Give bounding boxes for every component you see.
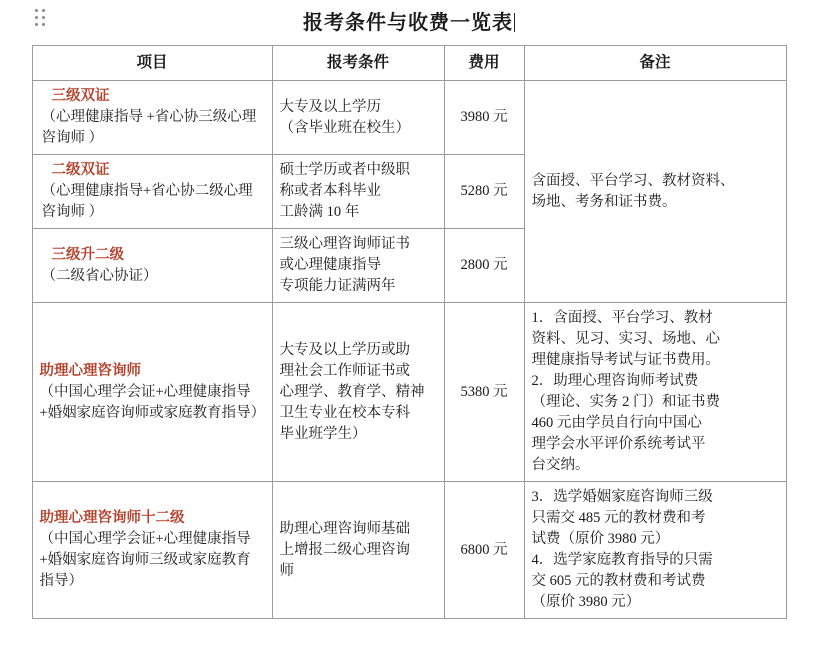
condition-line: 三级心理咨询师证书 [279,236,410,253]
cell-fee: 6800 元 [444,482,524,619]
cell-fee: 5380 元 [444,303,524,482]
cell-remark [524,303,786,482]
remark-line: 场地、考务和证书费。 [531,193,677,210]
condition-line: 或心理健康指导 [279,257,381,274]
table-row [32,482,786,619]
table-header-row [32,46,786,81]
condition-line: 专项能力证满两年 [279,278,396,295]
column-header-condition: 报考条件 [272,46,444,81]
item-sub: （二级省心协证） [41,267,158,284]
cell-item [32,303,272,482]
cell-remark [524,482,786,619]
drag-dot [42,23,45,26]
remark-line: 台交纳。 [531,457,590,474]
drag-dot [42,9,45,12]
condition-line: 卫生专业在校本专科 [279,404,410,421]
remark-line: 试费（原价 3980 元） [531,531,670,548]
condition-line: 大专及以上学历或助 [279,341,410,358]
column-header-item: 项目 [32,46,272,81]
condition-line: 硕士学历或者中级职 [279,162,410,179]
cell-remark-merged [524,81,786,303]
cell-condition [272,155,444,229]
item-sub: （中国心理学会证+心理健康指导+婚姻家庭咨询师或家庭教育指导） [39,383,266,421]
drag-dot [42,16,45,19]
cell-item [32,482,272,619]
remark-line: 460 元由学员自行向中国心 [531,415,702,432]
table-row [32,303,786,482]
condition-line: 理社会工作师证书或 [279,362,410,379]
item-name: 三级双证 [51,88,110,104]
cell-fee: 2800 元 [444,229,524,303]
condition-line: 心理学、教育学、精神 [279,383,425,400]
table-row [32,81,786,155]
remark-line: 交 605 元的教材费和考试费 [531,573,706,590]
drag-dot [35,23,38,26]
page-title [0,0,818,39]
condition-line: 大专及以上学历 [279,98,381,115]
item-name: 二级双证 [51,162,110,179]
drag-dot [35,16,38,19]
remark-line: 4．选学家庭教育指导的只需 [531,552,713,569]
remark-line: 理学会水平评价系统考试平 [531,436,706,453]
cell-item [32,81,272,155]
item-name: 助理心理咨询师 [39,362,141,379]
item-name: 三级升二级 [51,246,124,263]
cell-condition [272,229,444,303]
page-title-text: 报考条件与收费一览表 [303,12,513,34]
remark-line: （理论、实务 2 门）和证书费 [531,394,720,411]
fee-table [32,45,787,619]
cell-condition [272,81,444,155]
text-caret [514,13,515,32]
item-sub: （中国心理学会证+心理健康指导+婚姻家庭咨询师三级或家庭教育指导） [39,531,251,590]
condition-line: 师 [279,562,294,579]
condition-line: 毕业班学生） [279,425,367,442]
drag-dot [35,9,38,12]
item-sub: （心理健康指导+省心协二级心理咨询师 ） [41,183,253,221]
condition-line: 称或者本科毕业 [279,183,381,200]
cell-item [32,229,272,303]
remark-line: 2．助理心理咨询师考试费 [531,373,699,390]
cell-fee: 3980 元 [444,81,524,155]
item-name: 助理心理咨询师十二级 [39,510,185,527]
column-header-remark: 备注 [524,46,786,81]
column-header-fee: 费用 [444,46,524,81]
condition-line: 上增报二级心理咨询 [279,541,410,558]
cell-condition [272,303,444,482]
remark-line: 含面授、平台学习、教材资料、 [531,172,735,189]
condition-line: 工龄满 10 年 [279,204,360,221]
cell-item [32,155,272,229]
cell-condition [272,482,444,619]
remark-line: 只需交 485 元的教材费和考 [531,510,706,527]
remark-line: 3．选学婚姻家庭咨询师三级 [531,489,713,506]
drag-handle-icon[interactable] [34,8,52,30]
item-sub: （心理健康指导 +省心协三级心理咨询师 ） [41,109,257,147]
condition-line: （含毕业班在校生） [279,119,410,136]
remark-line: 资料、见习、实习、场地、心 [531,331,720,348]
remark-line: 1．含面授、平台学习、教材 [531,310,713,327]
condition-line: 助理心理咨询师基础 [279,520,410,537]
cell-fee: 5280 元 [444,155,524,229]
remark-line: 理健康指导考试与证书费用。 [531,352,720,369]
remark-line: （原价 3980 元） [531,594,641,611]
